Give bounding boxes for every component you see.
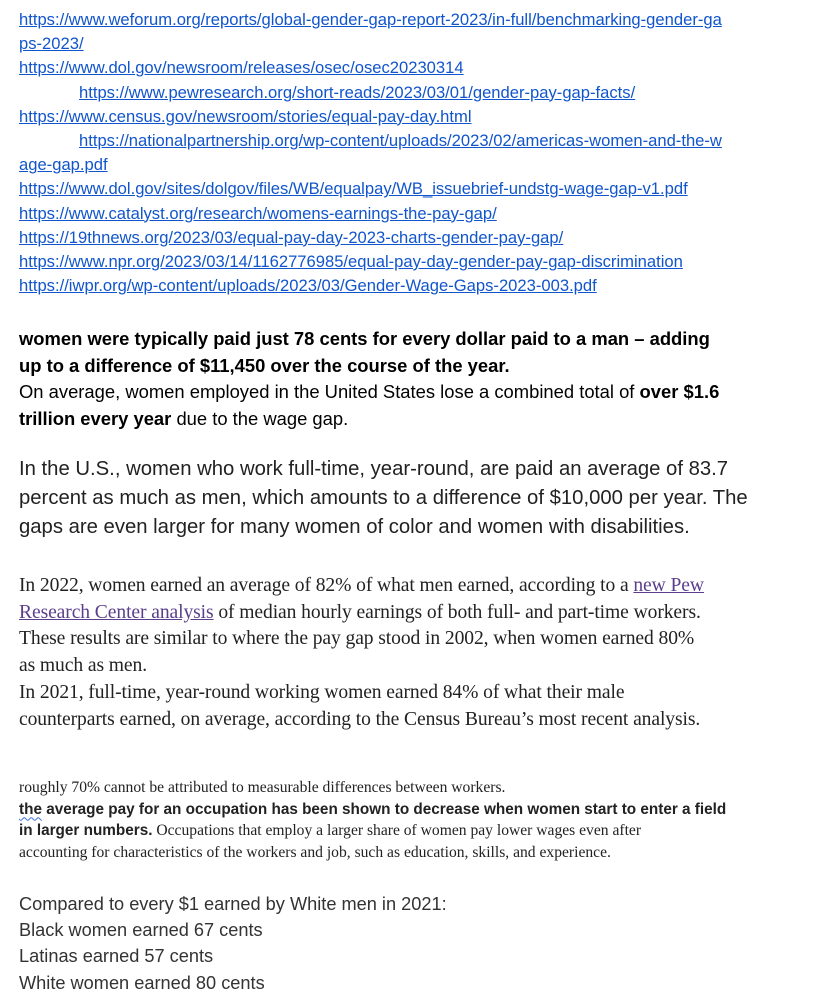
- link-line: [19, 56, 809, 80]
- paragraph-line: In 2021, full-time, year-round working women earned 84% of what their male: [19, 681, 625, 703]
- paragraph-line: roughly 70% cannot be attributed to measurable differences between workers.: [19, 779, 506, 796]
- link-line: [19, 177, 809, 201]
- body-text: On average, women employed in the United States lose a combined total of: [19, 381, 640, 402]
- comparison-list: [19, 891, 809, 996]
- body-text: of median hourly earnings of both full- and part-time workers.: [213, 601, 701, 623]
- link-dol-issuebrief[interactable]: https://www.dol.gov/sites/dolgov/files/WB/equalpay/WB_issuebrief-undstg-wage-gap-v1.pdf: [19, 179, 688, 199]
- reference-links: [19, 8, 809, 298]
- link-iwpr[interactable]: https://iwpr.org/wp-content/uploads/2023/03/Gender-Wage-Gaps-2023-003.pdf: [19, 276, 597, 296]
- bold-text: [19, 801, 726, 818]
- link-line: [19, 32, 809, 56]
- paragraph-line: [19, 600, 819, 627]
- link-catalyst[interactable]: https://www.catalyst.org/research/womens-earnings-the-pay-gap/: [19, 203, 497, 223]
- link-weforum[interactable]: https://www.weforum.org/reports/global-gender-gap-report-2023/in-full/benchmarking-gender-ga: [19, 10, 722, 29]
- paragraph-line: In the U.S., women who work full-time, year-round, are paid an average of 83.7: [19, 458, 729, 480]
- link-line: [19, 81, 809, 105]
- link-nationalpartnership-continued[interactable]: age-gap.pdf: [19, 155, 108, 175]
- link-pew-analysis[interactable]: new Pew: [633, 575, 704, 596]
- bold-text: in larger numbers.: [19, 822, 153, 839]
- body-text: Occupations that employ a larger share of women pay lower wages even after: [152, 822, 642, 839]
- link-weforum-continued[interactable]: ps-2023/: [19, 34, 84, 54]
- link-line: [19, 153, 809, 177]
- comparison-item: Latinas earned 57 cents: [19, 946, 214, 967]
- paragraph-line: gaps are even larger for many women of color and women with disabilities.: [19, 516, 690, 538]
- paragraph-line: as much as men.: [19, 655, 148, 677]
- wage-gap-paragraph: [19, 326, 809, 432]
- link-pewresearch[interactable]: https://www.pewresearch.org/short-reads/2023/03/01/gender-pay-gap-facts/: [79, 82, 636, 102]
- link-line: [19, 105, 809, 129]
- body-text: due to the wage gap.: [171, 407, 349, 429]
- paragraph-line: [19, 326, 809, 353]
- paragraph-line: These results are similar to where the pay gap stood in 2002, when women earned 80%: [19, 628, 695, 650]
- paragraph-line: counterparts earned, on average, according to the Census Bureau’s most recent analysis.: [19, 708, 701, 730]
- bold-text: over $1.6: [639, 381, 720, 402]
- comparison-heading: Compared to every $1 earned by White men in 2021:: [19, 894, 447, 914]
- bold-text: women were typically paid just 78 cents for every dollar paid to a man – adding: [19, 328, 710, 349]
- link-line: [19, 8, 809, 32]
- link-census[interactable]: https://www.census.gov/newsroom/stories/equal-pay-day.html: [19, 106, 472, 126]
- paragraph-line: accounting for characteristics of the workers and job, such as education, skills, and experience.: [19, 843, 611, 861]
- comparison-item: Black women earned 67 cents: [19, 920, 263, 941]
- comparison-item: White women earned 80 cents: [19, 972, 265, 993]
- paragraph-line: percent as much as men, which amounts to a difference of $10,000 per year. The: [19, 487, 748, 509]
- bold-text: up to a difference of $11,450 over the course of the year.: [19, 354, 510, 376]
- paragraph-line: [19, 379, 809, 406]
- link-line: [19, 274, 809, 298]
- paragraph-line: [19, 799, 819, 821]
- paragraph-line: [19, 353, 809, 380]
- bold-text: trillion every year: [19, 407, 172, 429]
- paragraph-line: [19, 820, 819, 842]
- pew-paragraph: [19, 573, 819, 733]
- link-dol-newsroom[interactable]: https://www.dol.gov/newsroom/releases/osec/osec20230314: [19, 58, 464, 78]
- link-line: [19, 226, 809, 250]
- link-nationalpartnership[interactable]: https://nationalpartnership.org/wp-content/uploads/2023/02/americas-women-and-the-w: [79, 131, 722, 151]
- spellcheck-word[interactable]: the: [19, 800, 42, 818]
- link-npr[interactable]: https://www.npr.org/2023/03/14/1162776985/equal-pay-day-gender-pay-gap-discrimination: [19, 252, 683, 272]
- paragraph-line: [19, 573, 819, 600]
- paragraph-line: [19, 406, 809, 433]
- link-line: [19, 250, 809, 274]
- us-paragraph: [19, 455, 814, 542]
- link-line: [19, 129, 809, 153]
- bold-text-rest: average pay for an occupation has been shown to decrease when women start to enter a field: [41, 800, 727, 818]
- link-19thnews[interactable]: https://19thnews.org/2023/03/equal-pay-day-2023-charts-gender-pay-gap/: [19, 227, 564, 247]
- body-text: In 2022, women earned an average of 82% of what men earned, according to a: [19, 575, 634, 596]
- link-pew-analysis-continued[interactable]: Research Center analysis: [19, 601, 214, 623]
- link-line: [19, 202, 809, 226]
- occupation-paragraph: [19, 777, 819, 863]
